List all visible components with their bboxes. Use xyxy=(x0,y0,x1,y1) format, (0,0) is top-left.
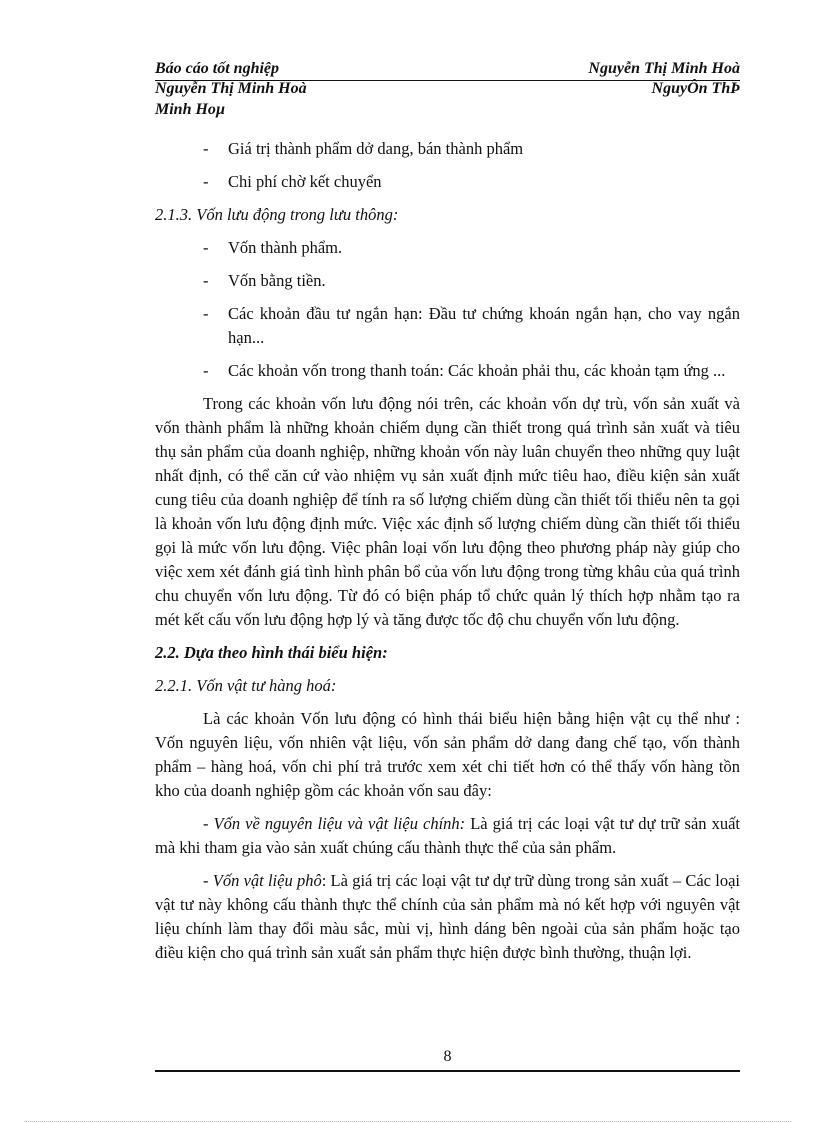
header-row-1 xyxy=(155,60,740,80)
document-body xyxy=(155,137,740,974)
list-item: - Vốn thành phẩm. xyxy=(203,238,343,257)
header-row-2 xyxy=(155,80,740,100)
section-heading-2-2-1: 2.2.1. Vốn vật tư hàng hoá: xyxy=(155,676,337,695)
footer-divider xyxy=(155,1070,740,1072)
header-author-repeat: Nguyễn Thị Minh Hoà xyxy=(155,80,307,97)
list-item: - Vốn bằng tiền. xyxy=(203,271,326,290)
list-item: - Các khoản vốn trong thanh toán: Các khoản phải thu, các khoản tạm ứng ... xyxy=(203,361,726,380)
section-heading-2-1-3: 2.1.3. Vốn lưu động trong lưu thông: xyxy=(155,205,399,224)
paragraph-main-materials: - Vốn về nguyên liệu và vật liệu chính: Là giá trị các loại vật tư dự trữ sản xuất mà khi tham gia vào sản xuất chúng cấu thành thực thể của sản phẩm. xyxy=(155,814,740,857)
page-number: 8 xyxy=(443,1048,452,1065)
paragraph-auxiliary-materials: - Vốn vật liệu phô: Là giá trị các loại vật tư dự trữ dùng trong sản xuất – Các loại vật tư này không cấu thành thực thể chính của sản phẩm mà nó kết hợp với nguyên vật liệu chính làm thay đổi màu sắc, mùi vị, hình dáng bên ngoài của sản phẩm hoặc tạo điều kiện cho quá trình sản xuất sản phẩm thực hiện được bình thường, thuận lợi. xyxy=(155,871,740,962)
header-author-garbled: NguyÔn ThÞ xyxy=(651,80,740,97)
page-edge-dotted-line xyxy=(25,1121,791,1122)
list-item: - Chi phí chờ kết chuyển xyxy=(203,172,382,191)
header-row-3: Minh Hoµ xyxy=(155,101,226,118)
header-report-title: Báo cáo tốt nghiệp xyxy=(155,60,280,77)
paragraph-working-capital: Trong các khoản vốn lưu động nói trên, các khoản vốn dự trù, vốn sản xuất và vốn thành phẩm là những khoản chiếm dụng cần thiết trong quá trình sản xuất và tiêu thụ sản phẩm của doanh nghiệp, những khoản vốn này luân chuyển theo những quy luật nhất định, có thể căn cứ vào nhiệm vụ sản xuất định mức tiêu hao, điều kiện sản xuất cung tiêu của doanh nghiệp để tính ra số lượng chiếm dùng cần thiết tối thiểu nên ta gọi là khoản vốn lưu động định mức. Việc xác định số lượng chiếm dùng cần thiết tối thiểu gọi là mức vốn lưu động. Việc phân loại vốn lưu động theo phương pháp này giúp cho việc xem xét đánh giá tình hình phân bổ của vốn lưu động trong từng khâu của quá trình chu chuyển vốn lưu động. Từ đó có biện pháp tổ chức quản lý thích hợp nhằm tạo ra mét kết cấu vốn lưu động hợp lý và tăng được tốc độ chu chuyển vốn lưu động. xyxy=(155,394,740,629)
list-item: - Các khoản đầu tư ngắn hạn: Đầu tư chứng khoán ngắn hạn, cho vay ngắn hạn... xyxy=(203,304,740,347)
header-author-name: Nguyễn Thị Minh Hoà xyxy=(588,60,740,77)
section-heading-2-2: 2.2. Dựa theo hình thái biểu hiện: xyxy=(155,643,388,662)
list-item: - Giá trị thành phẩm dở dang, bán thành phẩm xyxy=(203,139,524,158)
paragraph-material-capital: Là các khoản Vốn lưu động có hình thái biểu hiện bằng hiện vật cụ thể như : Vốn nguyên liệu, vốn nhiên vật liệu, vốn sản phẩm dở dang đang chế tạo, vốn thành phẩm – hàng hoá, vốn chi phí trả trước xem xét chi tiết hơn có thể thấy vốn hàng tồn kho của doanh nghiệp gồm các khoản vốn sau đây: xyxy=(155,709,740,800)
